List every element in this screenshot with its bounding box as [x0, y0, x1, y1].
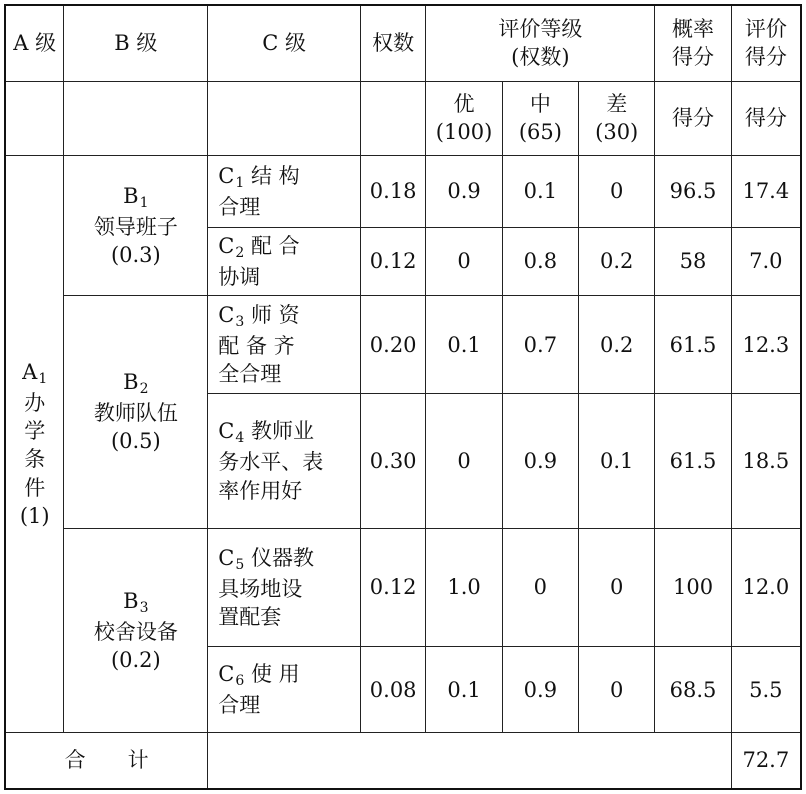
- total-empty: [208, 733, 731, 789]
- subheader-empty-a: [5, 81, 64, 155]
- header-grade-sub: (权数): [511, 45, 570, 70]
- a1-text-1: 办: [24, 390, 46, 415]
- a1-cell: [5, 155, 64, 732]
- grade-medium-weight: (65): [518, 120, 562, 145]
- grade-medium-cell: 0: [502, 528, 578, 646]
- header-c-level: C 级: [208, 5, 361, 81]
- b1-cell: [64, 155, 208, 295]
- grade-medium: [502, 81, 578, 155]
- b2-code: $B_2$: [123, 370, 149, 398]
- eval-score-cell: 17.4: [731, 155, 801, 227]
- subheader-empty-c: [208, 81, 361, 155]
- total-label: 合 计: [5, 733, 208, 789]
- b1-name: 领导班子: [93, 214, 178, 239]
- grade-poor-cell: 0.2: [579, 296, 655, 394]
- eval-score-cell: 5.5: [731, 647, 801, 733]
- header-row: [5, 5, 801, 81]
- weight-cell: 0.12: [360, 528, 425, 646]
- grade-poor-weight: (30): [595, 120, 639, 145]
- grade-medium-cell: 0.9: [502, 647, 578, 733]
- b1-code: $B_1$: [123, 183, 149, 211]
- grade-excellent-cell: 0.1: [426, 296, 502, 394]
- c4-cell: $C_4$ 教师业 务水平、表 率作用好: [208, 394, 361, 528]
- a1-text-2: 学: [24, 419, 46, 444]
- a1-code: $A_1$: [22, 359, 48, 387]
- grade-medium-cell: 0.8: [502, 228, 578, 296]
- c2-cell: $C_2$ 配 合 协调: [208, 228, 361, 296]
- grade-poor-cell: 0: [579, 155, 655, 227]
- weight-cell: 0.08: [360, 647, 425, 733]
- weight-cell: 0.30: [360, 394, 425, 528]
- b3-weight: (0.2): [110, 648, 161, 672]
- prob-score-cell: 100: [655, 528, 731, 646]
- prob-score-cell: 96.5: [655, 155, 731, 227]
- prob-score-cell: 61.5: [655, 394, 731, 528]
- weight-cell: 0.12: [360, 228, 425, 296]
- header-prob-line1: 概率: [672, 17, 715, 41]
- total-value: 72.7: [731, 733, 801, 789]
- b2-weight: (0.5): [110, 429, 161, 454]
- grade-excellent-cell: 0: [426, 394, 502, 528]
- grade-excellent-cell: 1.0: [426, 528, 502, 646]
- grade-poor-cell: 0.2: [579, 228, 655, 296]
- grade-excellent-label: 优: [453, 91, 475, 116]
- b3-cell: [64, 528, 208, 733]
- subheader-empty-weight: [360, 81, 425, 155]
- grade-poor-cell: 0: [579, 528, 655, 646]
- eval-score-cell: 7.0: [731, 228, 801, 296]
- header-prob-score: [655, 5, 731, 81]
- eval-score-cell: 12.0: [731, 528, 801, 646]
- header-eval-line1: 评价: [744, 17, 787, 41]
- prob-score-cell: 58: [655, 228, 731, 296]
- b2-cell: [64, 296, 208, 529]
- prob-score-cell: 61.5: [655, 296, 731, 394]
- subheader-eval: 得分: [731, 81, 801, 155]
- evaluation-table: [4, 4, 802, 790]
- b3-name: 校舍设备: [93, 619, 178, 644]
- grade-medium-cell: 0.7: [502, 296, 578, 394]
- grade-excellent-cell: 0.9: [426, 155, 502, 227]
- table-row: [5, 296, 801, 394]
- grade-medium-label: 中: [529, 91, 551, 116]
- b1-weight: (0.3): [110, 242, 161, 267]
- subheader-empty-b: [64, 81, 208, 155]
- b3-code: $B_3$: [123, 588, 149, 616]
- grade-excellent-cell: 0.1: [426, 647, 502, 733]
- eval-score-cell: 12.3: [731, 296, 801, 394]
- grade-poor-label: 差: [606, 91, 628, 116]
- header-weight: 权数: [360, 5, 425, 81]
- total-row: [5, 733, 801, 789]
- header-grade: [426, 5, 655, 81]
- c3-cell: $C_3$ 师 资 配 备 齐 全合理: [208, 296, 361, 394]
- eval-score-cell: 18.5: [731, 394, 801, 528]
- header-a-level: A 级: [5, 5, 64, 81]
- grade-poor: [579, 81, 655, 155]
- a1-text-4: 件: [24, 475, 46, 500]
- grade-medium-cell: 0.1: [502, 155, 578, 227]
- b2-name: 教师队伍: [93, 401, 178, 426]
- header-prob-line2: 得分: [672, 45, 715, 70]
- table-row: [5, 155, 801, 227]
- c1-cell: $C_1$ 结 构 合理: [208, 155, 361, 227]
- header-grade-title: 评价等级: [498, 17, 583, 41]
- grade-poor-cell: 0.1: [579, 394, 655, 528]
- grade-medium-cell: 0.9: [502, 394, 578, 528]
- c6-cell: $C_6$ 使 用 合理: [208, 647, 361, 733]
- header-eval-score: [731, 5, 801, 81]
- a1-text-3: 条: [24, 447, 46, 472]
- subheader-row: [5, 81, 801, 155]
- c5-cell: $C_5$ 仪器教 具场地设 置配套: [208, 528, 361, 646]
- prob-score-cell: 68.5: [655, 647, 731, 733]
- header-eval-line2: 得分: [744, 45, 787, 70]
- grade-excellent-cell: 0: [426, 228, 502, 296]
- a1-text-5: (1): [19, 504, 50, 529]
- weight-cell: 0.20: [360, 296, 425, 394]
- grade-poor-cell: 0: [579, 647, 655, 733]
- subheader-prob: 得分: [655, 81, 731, 155]
- header-b-level: B 级: [64, 5, 208, 81]
- table-row: [5, 528, 801, 646]
- weight-cell: 0.18: [360, 155, 425, 227]
- grade-excellent: [426, 81, 502, 155]
- grade-excellent-weight: (100): [435, 120, 493, 145]
